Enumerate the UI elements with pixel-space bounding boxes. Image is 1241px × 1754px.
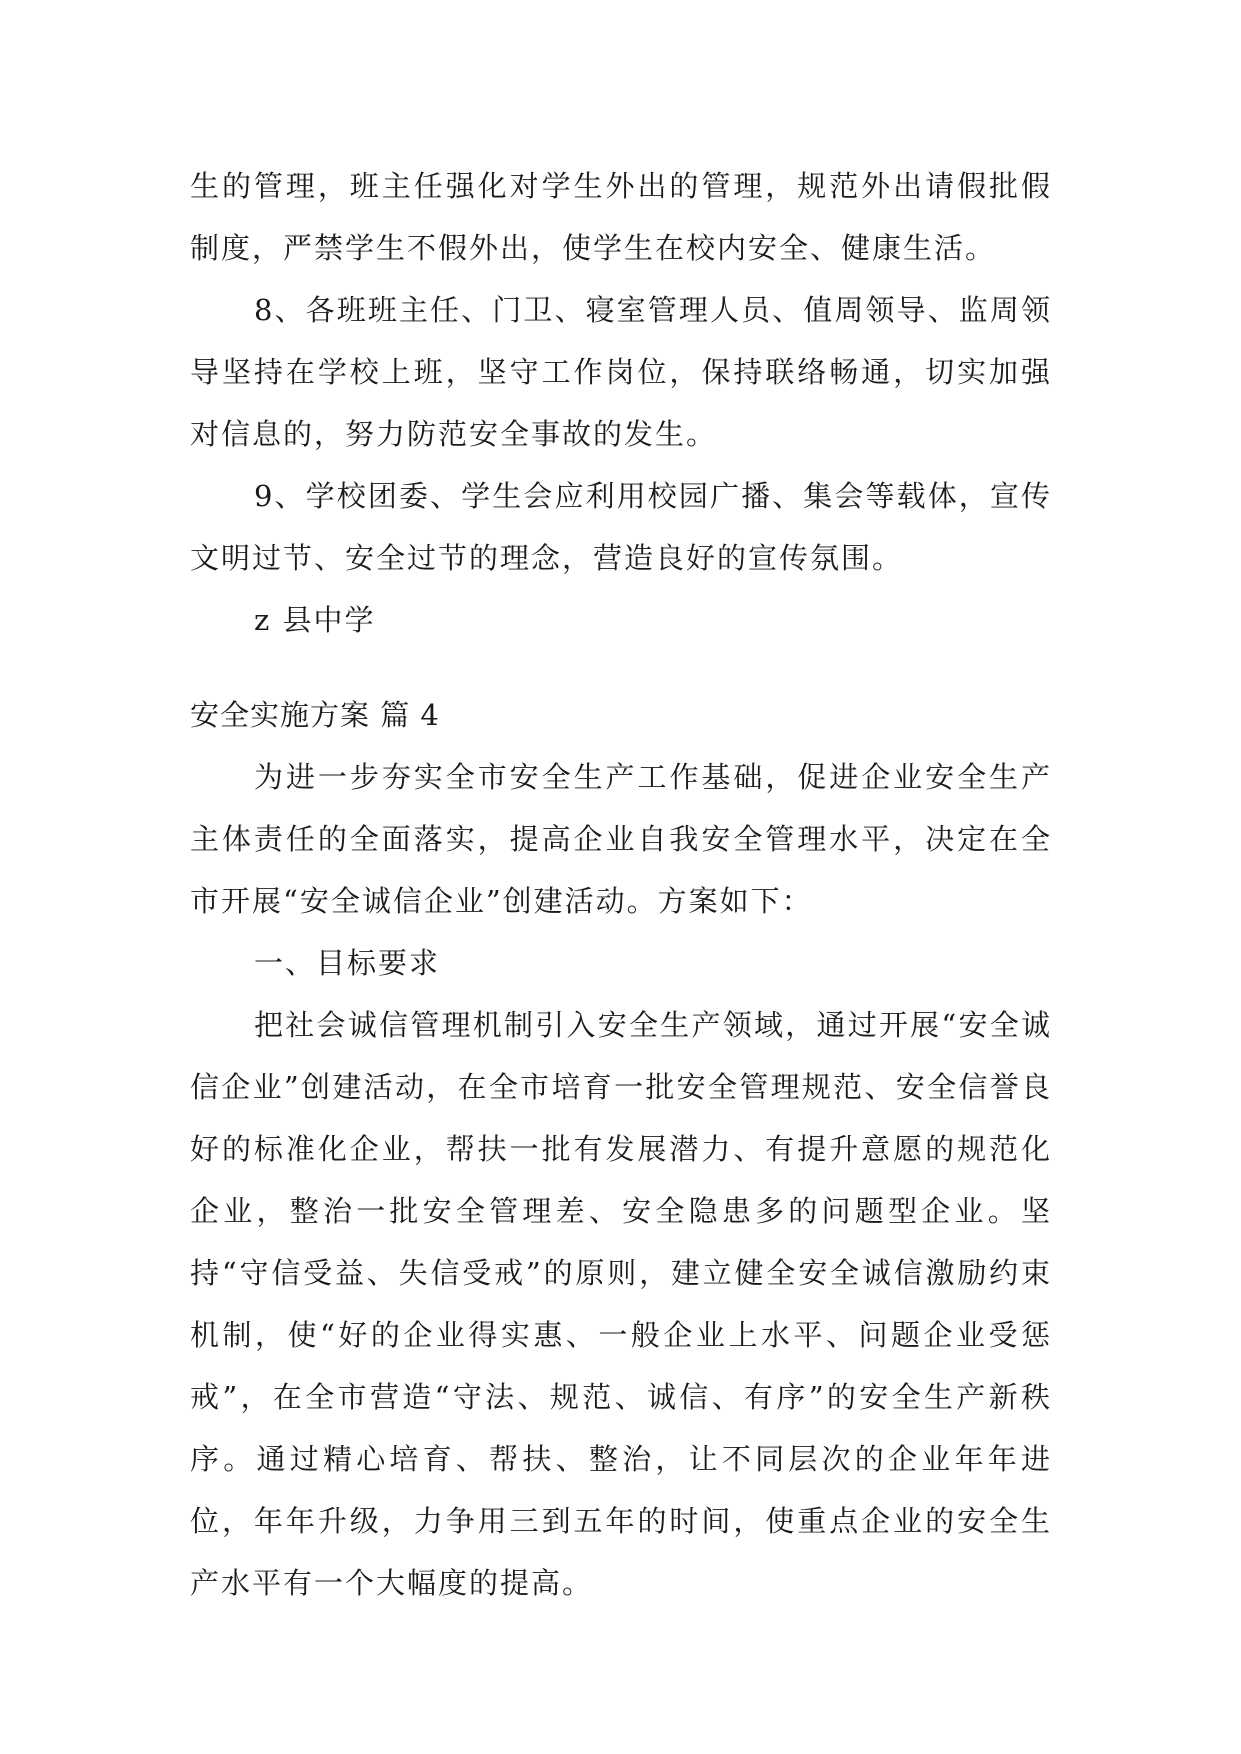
paragraph-9: 9、学校团委、学生会应利用校园广播、集会等载体，宣传文明过节、安全过节的理念，营造良好的宣传氛围。	[190, 479, 1052, 575]
section-4-intro: 为进一步夯实全市安全生产工作基础，促进企业安全生产主体责任的全面落实，提高企业自我安全管理水平，决定在全市开展“安全诚信企业”创建活动。方案如下：	[190, 760, 1052, 918]
previous-section-block	[190, 155, 1052, 651]
section-4-title: 安全实施方案 篇 4	[190, 698, 440, 732]
section-4-body-1: 把社会诚信管理机制引入安全生产领域，通过开展“安全诚信企业”创建活动，在全市培育一批安全管理规范、安全信誉良好的标准化企业，帮扶一批有发展潜力、有提升意愿的规范化企业，整治一批安全管理差、安全隐患多的问题型企业。坚持“守信受益、失信受戒”的原则，建立健全安全诚信激励约束机制，使“好的企业得实惠、一般企业上水平、问题企业受惩戒”，在全市营造“守法、规范、诚信、有序”的安全生产新秩序。通过精心培育、帮扶、整治，让不同层次的企业年年进位，年年升级，力争用三到五年的时间，使重点企业的安全生产水平有一个大幅度的提高。	[190, 1008, 1052, 1600]
section-4-subheading-1: 一、目标要求	[254, 946, 441, 980]
paragraph-7-continuation: 生的管理，班主任强化对学生外出的管理，规范外出请假批假制度，严禁学生不假外出，使学生在校内安全、健康生活。	[190, 169, 1052, 265]
section-4-block	[190, 746, 1052, 1614]
signature: z 县中学	[254, 603, 376, 637]
paragraph-8: 8、各班班主任、门卫、寝室管理人员、值周领导、监周领导坚持在学校上班，坚守工作岗位，保持联络畅通，切实加强对信息的，努力防范安全事故的发生。	[190, 293, 1052, 451]
